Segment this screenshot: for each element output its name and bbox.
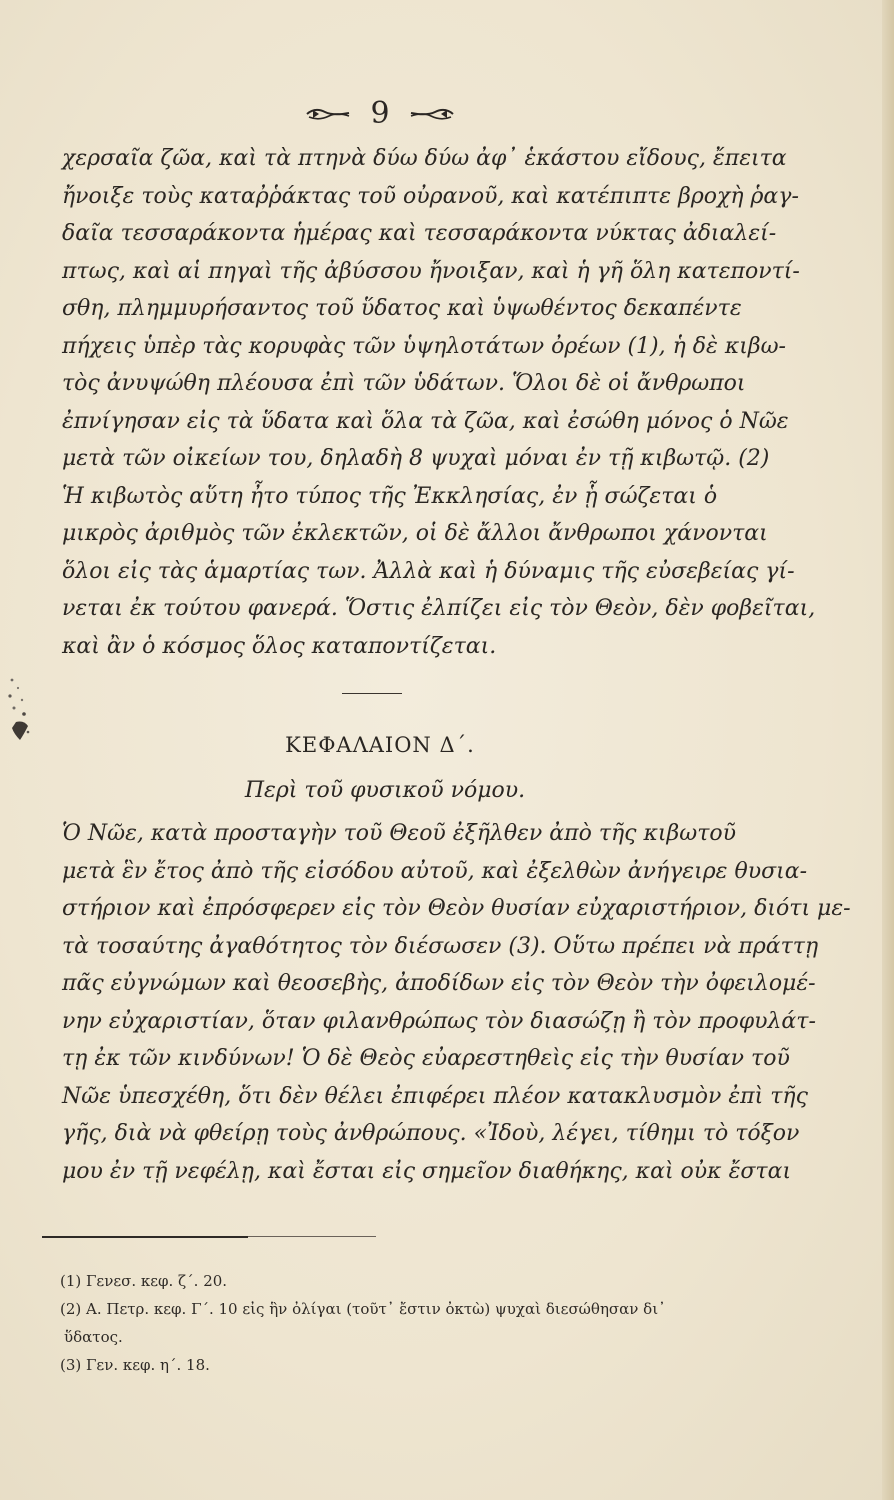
chapter-heading: ΚΕΦΑΛΑΙΟΝ Δ΄. [285,733,475,757]
chapter-subtitle: Περὶ τοῦ φυσικοῦ νόμου. [244,778,526,803]
footnote-3: (3) Γεν. κεφ. η΄. 18. [60,1356,210,1374]
section-divider [342,693,402,694]
text-line: μου ἐν τῇ νεφέλῃ, καὶ ἔσται εἰς σημεῖον διαθήκης, καὶ οὐκ ἔσται [62,1158,792,1184]
text-line: μετὰ ἓν ἔτος ἀπὸ τῆς εἰσόδου αὐτοῦ, καὶ ἐξελθὼν ἀνήγειρε θυσια- [62,858,808,884]
left-fleuron-icon [305,106,351,122]
text-line: Ἡ κιβωτὸς αὕτη ἦτο τύπος τῆς Ἐκκλησίας, ἐν ᾗ σώζεται ὁ [62,483,718,509]
text-line: ὅλοι εἰς τὰς ἁμαρτίας των. Ἀλλὰ καὶ ἡ δύναμις τῆς εὐσεβείας γί- [62,558,795,584]
footnote-2: (2) Α. Πετρ. κεφ. Γ΄. 10 εἰς ἣν ὀλίγαι (τοῦτ᾽ ἔστιν ὀκτὼ) ψυχαὶ διεσώθησαν δι᾽ [60,1300,666,1318]
text-line: χερσαῖα ζῶα, καὶ τὰ πτηνὰ δύω δύω ἀφ᾽ ἑκάστου εἴδους, ἔπειτα [62,146,787,171]
text-line: γῆς, διὰ νὰ φθείρῃ τοὺς ἀνθρώπους. «Ἰδοὺ, λέγει, τίθημι τὸ τόξον [62,1121,800,1146]
page-spine-edge [882,0,894,1500]
text-line: πᾶς εὐγνώμων καὶ θεοσεβὴς, ἀποδίδων εἰς τὸν Θεὸν τὴν ὀφειλομέ- [62,971,816,996]
footnote-1: (1) Γενεσ. κεφ. ζ΄. 20. [60,1272,228,1290]
text-line: νην εὐχαριστίαν, ὅταν φιλανθρώπως τὸν διασώζῃ ἢ τὸν προφυλάτ- [62,1008,816,1034]
text-line: μετὰ τῶν οἰκείων του, δηλαδὴ 8 ψυχαὶ μόναι ἐν τῇ κιβωτῷ. (2) [62,446,770,471]
text-line: πτως, καὶ αἱ πηγαὶ τῆς ἀβύσσου ἤνοιξαν, καὶ ἡ γῆ ὅλη κατεποντί- [62,258,800,284]
footnote-rule [42,1236,248,1238]
footnote-rule-thin [248,1236,376,1237]
text-line: ἐπνίγησαν εἰς τὰ ὕδατα καὶ ὅλα τὰ ζῶα, καὶ ἐσώθη μόνος ὁ Νῶε [62,408,789,434]
text-line: τὰ τοσαύτης ἀγαθότητος τὸν διέσωσεν (3). Οὕτω πρέπει νὰ πράττῃ [62,933,819,959]
text-line: σθη, πλημμυρήσαντος τοῦ ὕδατος καὶ ὑψωθέντος δεκαπέντε [62,296,742,321]
text-line: στήριον καὶ ἐπρόσφερεν εἰς τὸν Θεὸν θυσίαν εὐχαριστήριον, διότι με- [62,896,851,921]
footnote-2-continuation: ὕδατος. [64,1328,123,1346]
text-line: καὶ ἂν ὁ κόσμος ὅλος καταποντίζεται. [62,633,497,659]
text-line: Νῶε ὑπεσχέθη, ὅτι δὲν θέλει ἐπιφέρει πλέον κατακλυσμὸν ἐπὶ τῆς [62,1083,808,1109]
text-line: τὸς ἀνυψώθη πλέουσα ἐπὶ τῶν ὑδάτων. Ὅλοι δὲ οἱ ἄνθρωποι [62,371,746,396]
footnotes [60,1267,760,1379]
paragraph-noah-sacrifice [62,815,851,1190]
text-line: μικρὸς ἀριθμὸς τῶν ἐκλεκτῶν, οἱ δὲ ἄλλοι ἄνθρωποι χάνονται [62,521,768,546]
text-line: ἤνοιξε τοὺς καταῤῥάκτας τοῦ οὐρανοῦ, καὶ κατέπιπτε βροχὴ ῥαγ- [62,183,799,209]
page-header [0,96,760,131]
text-line: νεται ἐκ τούτου φανερά. Ὅστις ἐλπίζει εἰς τὸν Θεὸν, δὲν φοβεῖται, [62,596,816,621]
text-line: πήχεις ὑπὲρ τὰς κορυφὰς τῶν ὑψηλοτάτων ὀρέων (1), ἡ δὲ κιβω- [62,333,786,359]
text-line: τῃ ἐκ τῶν κινδύνων! Ὁ δὲ Θεὸς εὐαρεστηθεὶς εἰς τὴν θυσίαν τοῦ [62,1046,790,1071]
paragraph-flood [62,140,816,665]
text-line: Ὁ Νῶε, κατὰ προσταγὴν τοῦ Θεοῦ ἐξῆλθεν ἀπὸ τῆς κιβωτοῦ [62,821,736,846]
right-fleuron-icon [409,106,455,122]
text-line: δαῖα τεσσαράκοντα ἡμέρας καὶ τεσσαράκοντα νύκτας ἀδιαλεί- [62,221,777,246]
page-number: 9 [370,96,390,131]
